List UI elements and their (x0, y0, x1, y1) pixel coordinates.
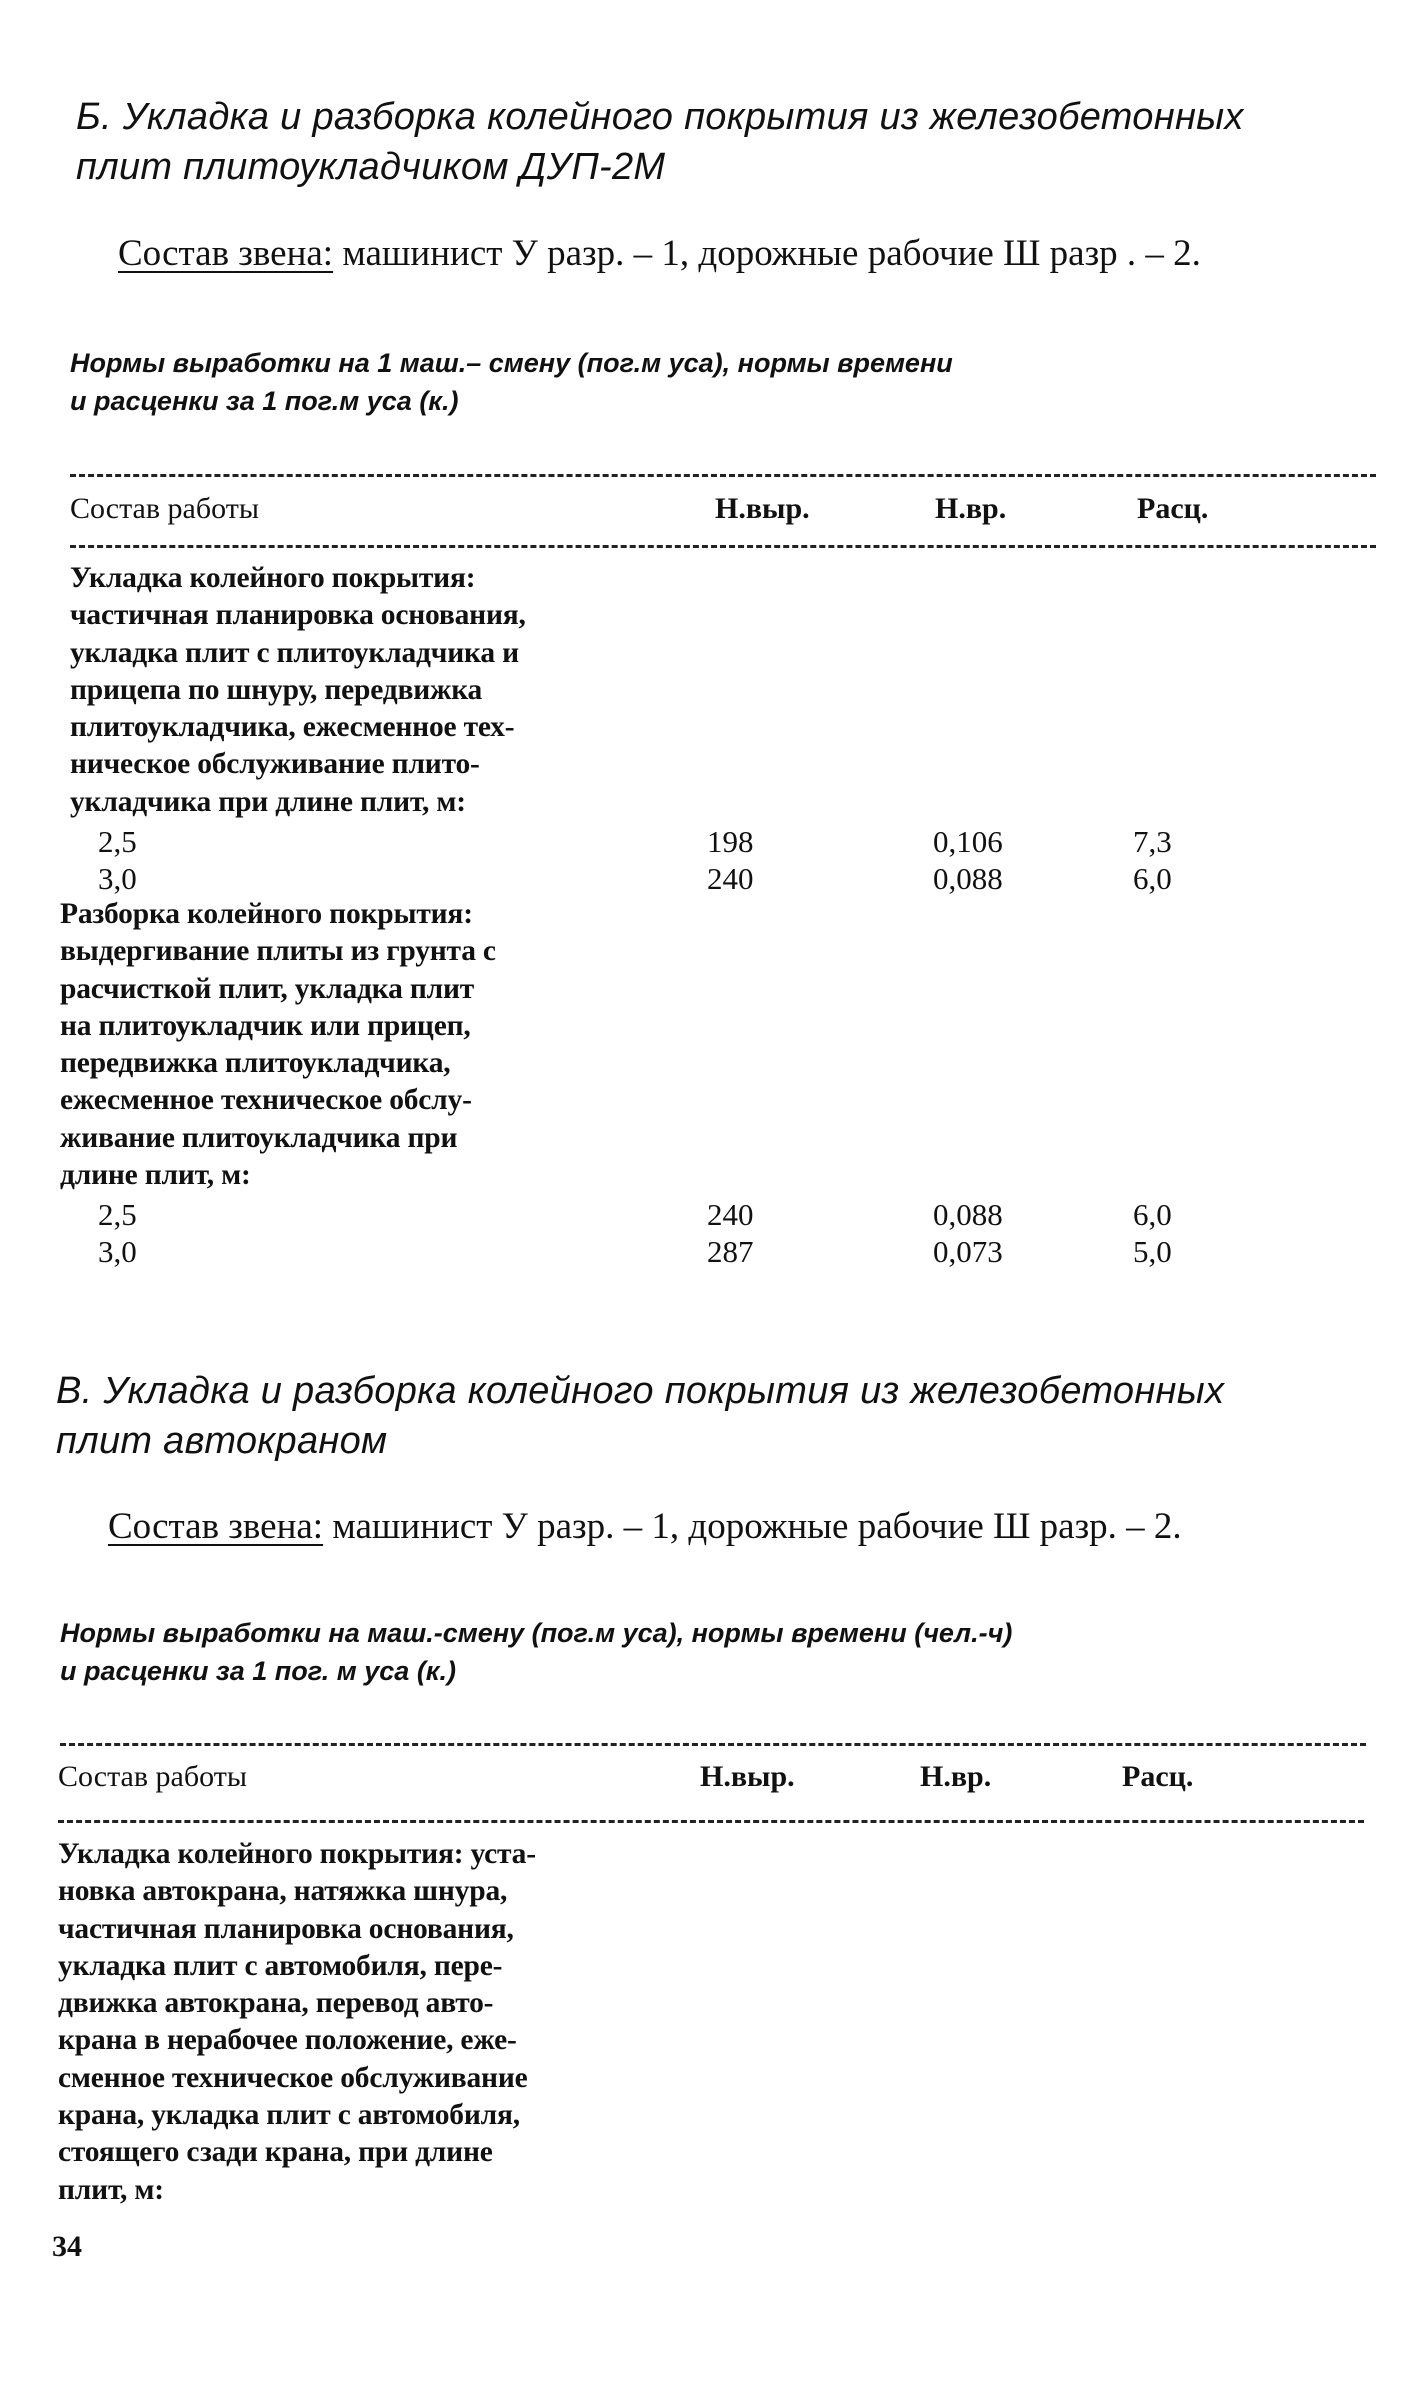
section-v-header-bottom-rule (58, 1820, 1364, 1823)
table-row-nvr: 0,088 (933, 861, 1003, 896)
description-line: крана в нерабочее положение, еже- (58, 2024, 517, 2057)
description-line: новка автокрана, натяжка шнура, (58, 1875, 508, 1908)
section-v-norms-line1: Нормы выработки на маш.-смену (пог.м уса), нормы времени (чел.-ч) (60, 1618, 1013, 1648)
table-row-nvr: 0,088 (933, 1197, 1003, 1232)
table-row-rasc: 6,0 (1133, 861, 1172, 896)
section-v-header-work: Состав работы (58, 1760, 247, 1793)
section-b-norms-line1: Нормы выработки на 1 маш.– смену (пог.м уса), нормы времени (70, 348, 953, 378)
table-row-rasc: 6,0 (1133, 1197, 1172, 1232)
table-row-nvyr: 198 (707, 824, 754, 859)
description-line: Разборка колейного покрытия: (60, 898, 473, 930)
table-row-length: 3,0 (98, 861, 137, 896)
description-line: частичная планировка основания, (70, 599, 526, 632)
section-b-staff (118, 232, 1201, 276)
section-b-header-rasc: Расц. (1137, 492, 1209, 525)
section-b-norms-line2: и расценки за 1 пог.м уса (к.) (70, 386, 459, 416)
section-v-heading-line2: плит автокраном (56, 1420, 388, 1462)
page-number: 34 (52, 2230, 82, 2263)
description-line: плитоукладчика, ежесменное тех- (70, 711, 515, 744)
section-v-table-top-rule (60, 1743, 1366, 1746)
section-b-table-top-rule (70, 474, 1376, 477)
section-b-norms-caption (70, 344, 953, 420)
table-row-rasc: 5,0 (1133, 1234, 1172, 1269)
table-row-rasc: 7,3 (1133, 824, 1172, 859)
table-row-nvyr: 240 (707, 1197, 754, 1232)
description-line: ежесменное техническое обслу- (60, 1084, 472, 1117)
description-line: выдергивание плиты из грунта с (60, 935, 496, 968)
section-v-heading-line1: В. Укладка и разборка колейного покрытия из железобетонных (56, 1370, 1225, 1412)
description-line: стоящего сзади крана, при длине (58, 2136, 493, 2169)
section-b-header-nvyr: Н.выр. (715, 492, 810, 525)
section-v-header-nvyr: Н.выр. (700, 1760, 795, 1793)
description-line: на плитоукладчик или прицеп, (60, 1009, 471, 1042)
section-v-heading (56, 1366, 1224, 1466)
description-line: Укладка колейного покрытия: (70, 562, 476, 594)
section-v-norms-line2: и расценки за 1 пог. м уса (к.) (60, 1656, 456, 1686)
section-b-staff-label: Состав звена: (118, 233, 334, 274)
section-v-staff (108, 1505, 1182, 1549)
section-v-staff-label: Состав звена: (108, 1506, 324, 1547)
section-b-staff-text: машинист У разр. – 1, дорожные рабочие Ш разр . – 2. (333, 233, 1201, 274)
description-line: расчисткой плит, укладка плит (60, 972, 475, 1005)
section-b-header-work: Состав работы (70, 492, 259, 525)
section-b-heading-line1: Б. Укладка и разборка колейного покрытия из железобетонных (76, 96, 1244, 138)
table-row-length: 3,0 (98, 1234, 137, 1269)
description-line: живание плитоукладчика при (60, 1121, 458, 1154)
section-b-header-bottom-rule (70, 545, 1376, 548)
section-b-group2-description (60, 896, 496, 1194)
table-row-nvyr: 287 (707, 1234, 754, 1269)
description-line: укладка плит с автомобиля, пере- (58, 1949, 503, 1982)
description-line: плит, м: (58, 2173, 164, 2206)
section-v-norms-caption (60, 1614, 1012, 1690)
table-row-length: 2,5 (98, 1197, 137, 1232)
description-line: укладка плит с плитоукладчика и (70, 636, 519, 669)
description-line: ническое обслуживание плито- (70, 748, 480, 781)
table-row-nvr: 0,106 (933, 824, 1003, 859)
section-v-staff-text: машинист У разр. – 1, дорожные рабочие Ш разр. – 2. (323, 1506, 1182, 1547)
description-line: движка автокрана, перевод авто- (58, 1987, 494, 2020)
table-row-nvyr: 240 (707, 861, 754, 896)
section-v-header-rasc: Расц. (1122, 1760, 1194, 1793)
section-b-header-nvr: Н.вр. (935, 492, 1007, 525)
description-line: крана, укладка плит с автомобиля, (58, 2099, 520, 2132)
table-row-nvr: 0,073 (933, 1234, 1003, 1269)
description-line: укладчика при длине плит, м: (70, 785, 466, 818)
section-b-heading-line2: плит плитоукладчиком ДУП-2М (76, 146, 666, 188)
description-line: частичная планировка основания, (58, 1912, 514, 1945)
section-b-group1-description (70, 560, 526, 821)
description-line: прицепа по шнуру, передвижка (70, 673, 483, 706)
table-row-length: 2,5 (98, 824, 137, 859)
description-line: сменное техническое обслуживание (58, 2061, 528, 2094)
section-b-heading (76, 92, 1244, 192)
description-line: Укладка колейного покрытия: уста- (58, 1838, 536, 1870)
section-v-header-nvr: Н.вр. (920, 1760, 992, 1793)
section-v-group1-description (58, 1836, 536, 2209)
description-line: передвижка плитоукладчика, (60, 1047, 451, 1080)
description-line: длине плит, м: (60, 1159, 251, 1192)
